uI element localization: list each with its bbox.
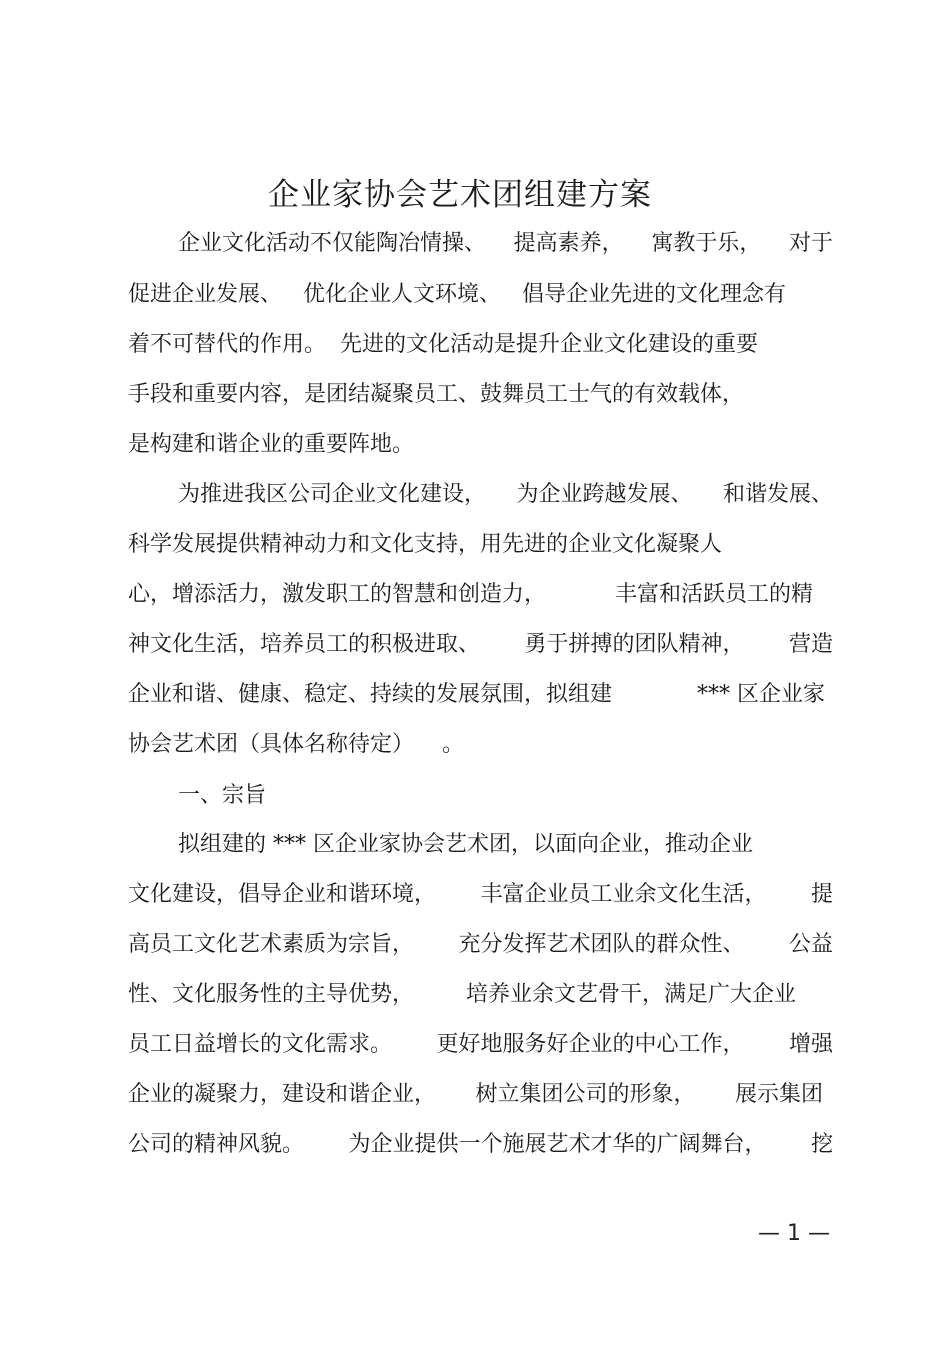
text-run: 协会艺术团（具体名称待定）	[128, 732, 415, 757]
text-run: 提高素养，	[513, 231, 624, 256]
text-run: 为企业跨越发展、	[516, 482, 693, 507]
text-run: 倡导企业先进的文化理念有	[522, 282, 787, 307]
text-run: 营造	[788, 632, 833, 657]
text-run: 增强	[788, 1032, 833, 1057]
text-run: 性、文化服务性的主导优势，	[128, 982, 415, 1007]
text-run: 先进的文化活动是提升企业文化建设的重要	[340, 332, 759, 357]
paragraph-2-line-4	[128, 630, 833, 660]
text-run: 更好地服务好企业的中心工作，	[436, 1032, 745, 1057]
paragraph-1-line-4	[128, 380, 833, 410]
paragraph-2-line-1	[178, 480, 833, 510]
text-run: 高员工文化艺术素质为宗旨，	[128, 932, 415, 957]
text-run: 员工日益增长的文化需求。	[128, 1032, 393, 1057]
text-run: 为推进我区公司企业文化建设，	[178, 482, 487, 507]
text-run: 勇于拼搏的团队精神，	[524, 632, 745, 657]
page-number: — 1 —	[758, 1221, 830, 1246]
text-run: 着不可替代的作用。	[128, 332, 327, 357]
paragraph-3-line-2	[128, 880, 833, 910]
text-run: 对于	[788, 231, 833, 256]
paragraph-2-line-5	[128, 680, 825, 710]
text-run: 丰富企业员工业余文化生活，	[480, 882, 767, 907]
text-run: 。	[442, 732, 465, 757]
text-run: 丰富和活跃员工的精	[614, 582, 813, 607]
text-run: 提	[810, 882, 833, 907]
text-run: 拟组建的 *** 区企业家协会艺术团，以面向企业，推动企业	[178, 832, 753, 857]
text-run: 企业的凝聚力，建设和谐企业，	[128, 1082, 437, 1107]
text-run: 科学发展提供精神动力和文化支持，用先进的企业文化凝聚人	[128, 532, 723, 557]
text-run: 心，增添活力，激发职工的智慧和创造力，	[128, 582, 547, 607]
paragraph-1-line-2	[128, 280, 833, 310]
paragraph-2-line-2	[128, 530, 833, 560]
paragraph-1-line-1	[178, 229, 833, 259]
text-run: 寓教于乐，	[651, 231, 762, 256]
text-run: 文化建设，倡导企业和谐环境，	[128, 882, 437, 907]
paragraph-3-line-7	[128, 1130, 833, 1160]
text-run: 是构建和谐企业的重要阵地。	[128, 432, 415, 457]
text-run: 企业文化活动不仅能陶冶情操、	[178, 231, 487, 256]
paragraph-3-line-1	[178, 830, 833, 860]
paragraph-1-line-5	[128, 430, 833, 460]
text-run: 和谐发展、	[722, 482, 833, 507]
text-run: 神文化生活，培养员工的积极进取、	[128, 632, 481, 657]
paragraph-3-line-6	[128, 1080, 823, 1110]
paragraph-3-line-4	[128, 980, 796, 1010]
text-run: 优化企业人文环境、	[303, 282, 502, 307]
text-run: 企业和谐、健康、稳定、持续的发展氛围，拟组建	[128, 682, 613, 707]
text-run: 手段和重要内容，是团结凝聚员工、鼓舞员工士气的有效载体，	[128, 382, 745, 407]
text-run: 树立集团公司的形象，	[475, 1082, 696, 1107]
paragraph-1-line-3	[128, 330, 833, 360]
document-title: 企业家协会艺术团组建方案	[268, 177, 652, 213]
paragraph-2-line-3	[128, 580, 813, 610]
text-run: 充分发挥艺术团队的群众性、	[458, 932, 745, 957]
text-run: 挖	[810, 1132, 833, 1157]
paragraph-3-line-5	[128, 1030, 833, 1060]
text-run: 公司的精神风貌。	[128, 1132, 305, 1157]
text-run: 促进企业发展、	[128, 282, 283, 307]
text-run: *** 区企业家	[697, 682, 825, 707]
section-heading: 一、宗旨	[178, 783, 267, 808]
paragraph-2-line-6	[128, 730, 833, 760]
text-run: 公益	[788, 932, 833, 957]
text-run: 为企业提供一个施展艺术才华的广阔舞台，	[348, 1132, 767, 1157]
paragraph-3-line-3	[128, 930, 833, 960]
text-run: 培养业余文艺骨干，满足广大企业	[465, 982, 796, 1007]
text-run: 展示集团	[734, 1082, 823, 1107]
